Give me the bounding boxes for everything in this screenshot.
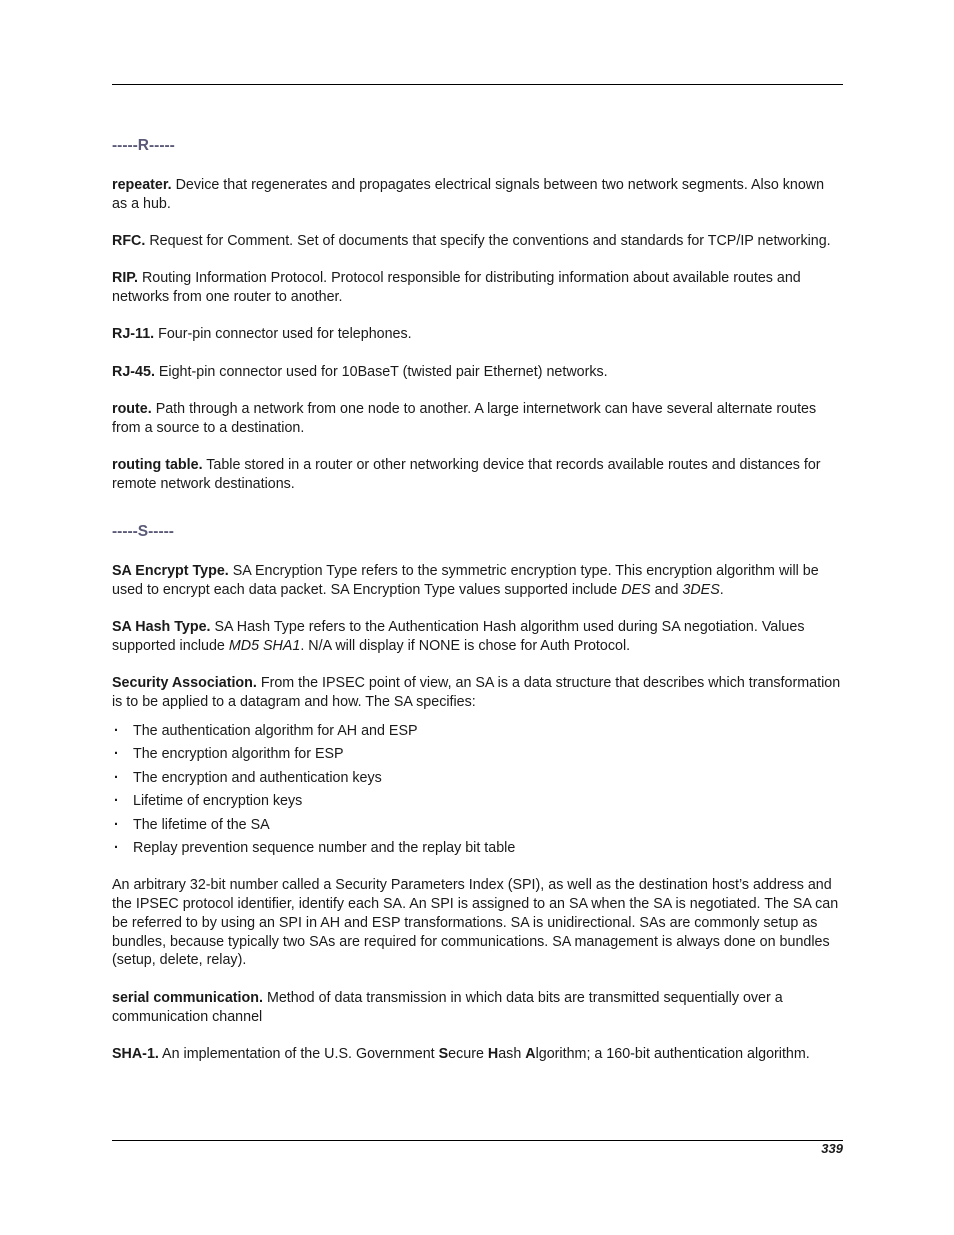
entry-definition: Request for Comment. Set of documents that specify the conventions and standards for TCP/IP networking.: [145, 233, 831, 250]
entry-term: repeater.: [112, 177, 172, 193]
value-des: DES: [621, 581, 651, 598]
entry-rj45: [112, 363, 843, 382]
entry-routing-table: [112, 456, 843, 494]
entry-rj11: [112, 325, 843, 344]
entry-term: RJ-11.: [112, 326, 155, 343]
entry-sa-hash-type: [112, 618, 843, 656]
entry-term: SA Hash Type.: [112, 618, 211, 635]
entry-route: [112, 400, 843, 438]
entry-term: RIP.: [112, 270, 138, 287]
entry-sha1: [112, 1045, 843, 1064]
list-item: · The encryption algorithm for ESP: [112, 745, 843, 764]
entry-definition-end: .: [719, 581, 724, 598]
list-item: · The encryption and authentication keys: [112, 769, 843, 788]
entry-term: serial communication.: [112, 989, 263, 1006]
list-item: · The authentication algorithm for AH and ESP: [112, 722, 843, 741]
entry-term: route.: [112, 401, 152, 418]
entry-repeater: [112, 176, 843, 214]
entry-rip: [112, 269, 843, 307]
entry-rfc: [112, 232, 843, 251]
list-item: · Replay prevention sequence number and the replay bit table: [112, 839, 843, 858]
entry-definition: From the IPSEC point of view, an SA is a data structure that describes which transformation is to be applied to a datagram and how. The SA specifies:: [112, 674, 841, 710]
page-number: 339: [821, 1141, 843, 1156]
entry-term: routing table.: [112, 457, 203, 474]
entry-serial-communication: [112, 989, 843, 1027]
footer-rule: [112, 1140, 843, 1141]
acronym-word-rest: ash: [498, 1045, 526, 1062]
acronym-word-rest: lgorithm; a 160-bit authentication algorithm.: [535, 1045, 810, 1062]
entry-definition: Path through a network from one node to another. A large internetwork can have several alternate routes from a source to a destination.: [112, 401, 817, 436]
entry-definition-joiner: and: [650, 581, 683, 598]
list-item: · The lifetime of the SA: [112, 816, 843, 835]
entry-term: Security Association.: [112, 674, 257, 691]
entry-term: SHA-1.: [112, 1045, 159, 1062]
entry-definition: SA Encryption Type refers to the symmetric encryption type. This encryption algorithm will be used to encrypt each data packet. SA Encryption Type values supported include: [112, 562, 819, 598]
entry-term: RFC.: [112, 233, 146, 250]
acronym-word-rest: ecure: [448, 1045, 488, 1062]
entry-definition: SA Hash Type refers to the Authentication Hash algorithm used during SA negotiation. Values supported include: [112, 618, 805, 654]
entry-definition: Table stored in a router or other networking device that records available routes and distances for remote network destinations.: [112, 457, 821, 492]
glossary-content: [112, 136, 843, 1082]
acronym-letter-s: S: [438, 1045, 449, 1062]
entry-definition: Method of data transmission in which data bits are transmitted sequentially over a communication channel: [112, 989, 783, 1025]
sa-paragraph: An arbitrary 32-bit number called a Security Parameters Index (SPI), as well as the destination host’s address and the IPSEC protocol identifier, identify each SA. An SPI is assigned to an SA when the SA is negotiated. The SA can be referred to by using an SPI in AH and ESP transformations. SA is unidirectional. SAs are commonly setup as bundles, because typically two SAs are required for communications. SA management is always done on bundles (setup, delete, relay).: [112, 877, 839, 969]
value-md5-sha1: MD5 SHA1: [228, 637, 301, 654]
header-rule: [112, 84, 843, 85]
entry-sa-encrypt-type: [112, 562, 843, 600]
list-item: · Lifetime of encryption keys: [112, 792, 843, 811]
entry-definition-end: . N/A will display if NONE is chose for Auth Protocol.: [300, 637, 631, 654]
acronym-letter-a: A: [525, 1045, 536, 1062]
acronym-letter-h: H: [487, 1045, 499, 1062]
entry-definition: Eight-pin connector used for 10BaseT (twisted pair Ethernet) networks.: [154, 363, 608, 380]
entry-term: RJ-45.: [112, 363, 155, 380]
entry-definition: Device that regenerates and propagates electrical signals between two network segments. Also known as a hub.: [112, 177, 825, 212]
entry-term: SA Encrypt Type.: [112, 562, 229, 579]
entry-definition: Routing Information Protocol. Protocol responsible for distributing information about available routes and networks from one router to another.: [112, 270, 801, 306]
section-heading-s: -----S-----: [112, 522, 174, 540]
section-heading-r: -----R-----: [112, 137, 175, 154]
entry-definition: Four-pin connector used for telephones.: [154, 326, 412, 343]
sa-specifies-list: [112, 722, 843, 858]
entry-security-association: [112, 674, 843, 712]
entry-definition: An implementation of the U.S. Government: [158, 1045, 439, 1062]
value-3des: 3DES: [682, 581, 720, 598]
